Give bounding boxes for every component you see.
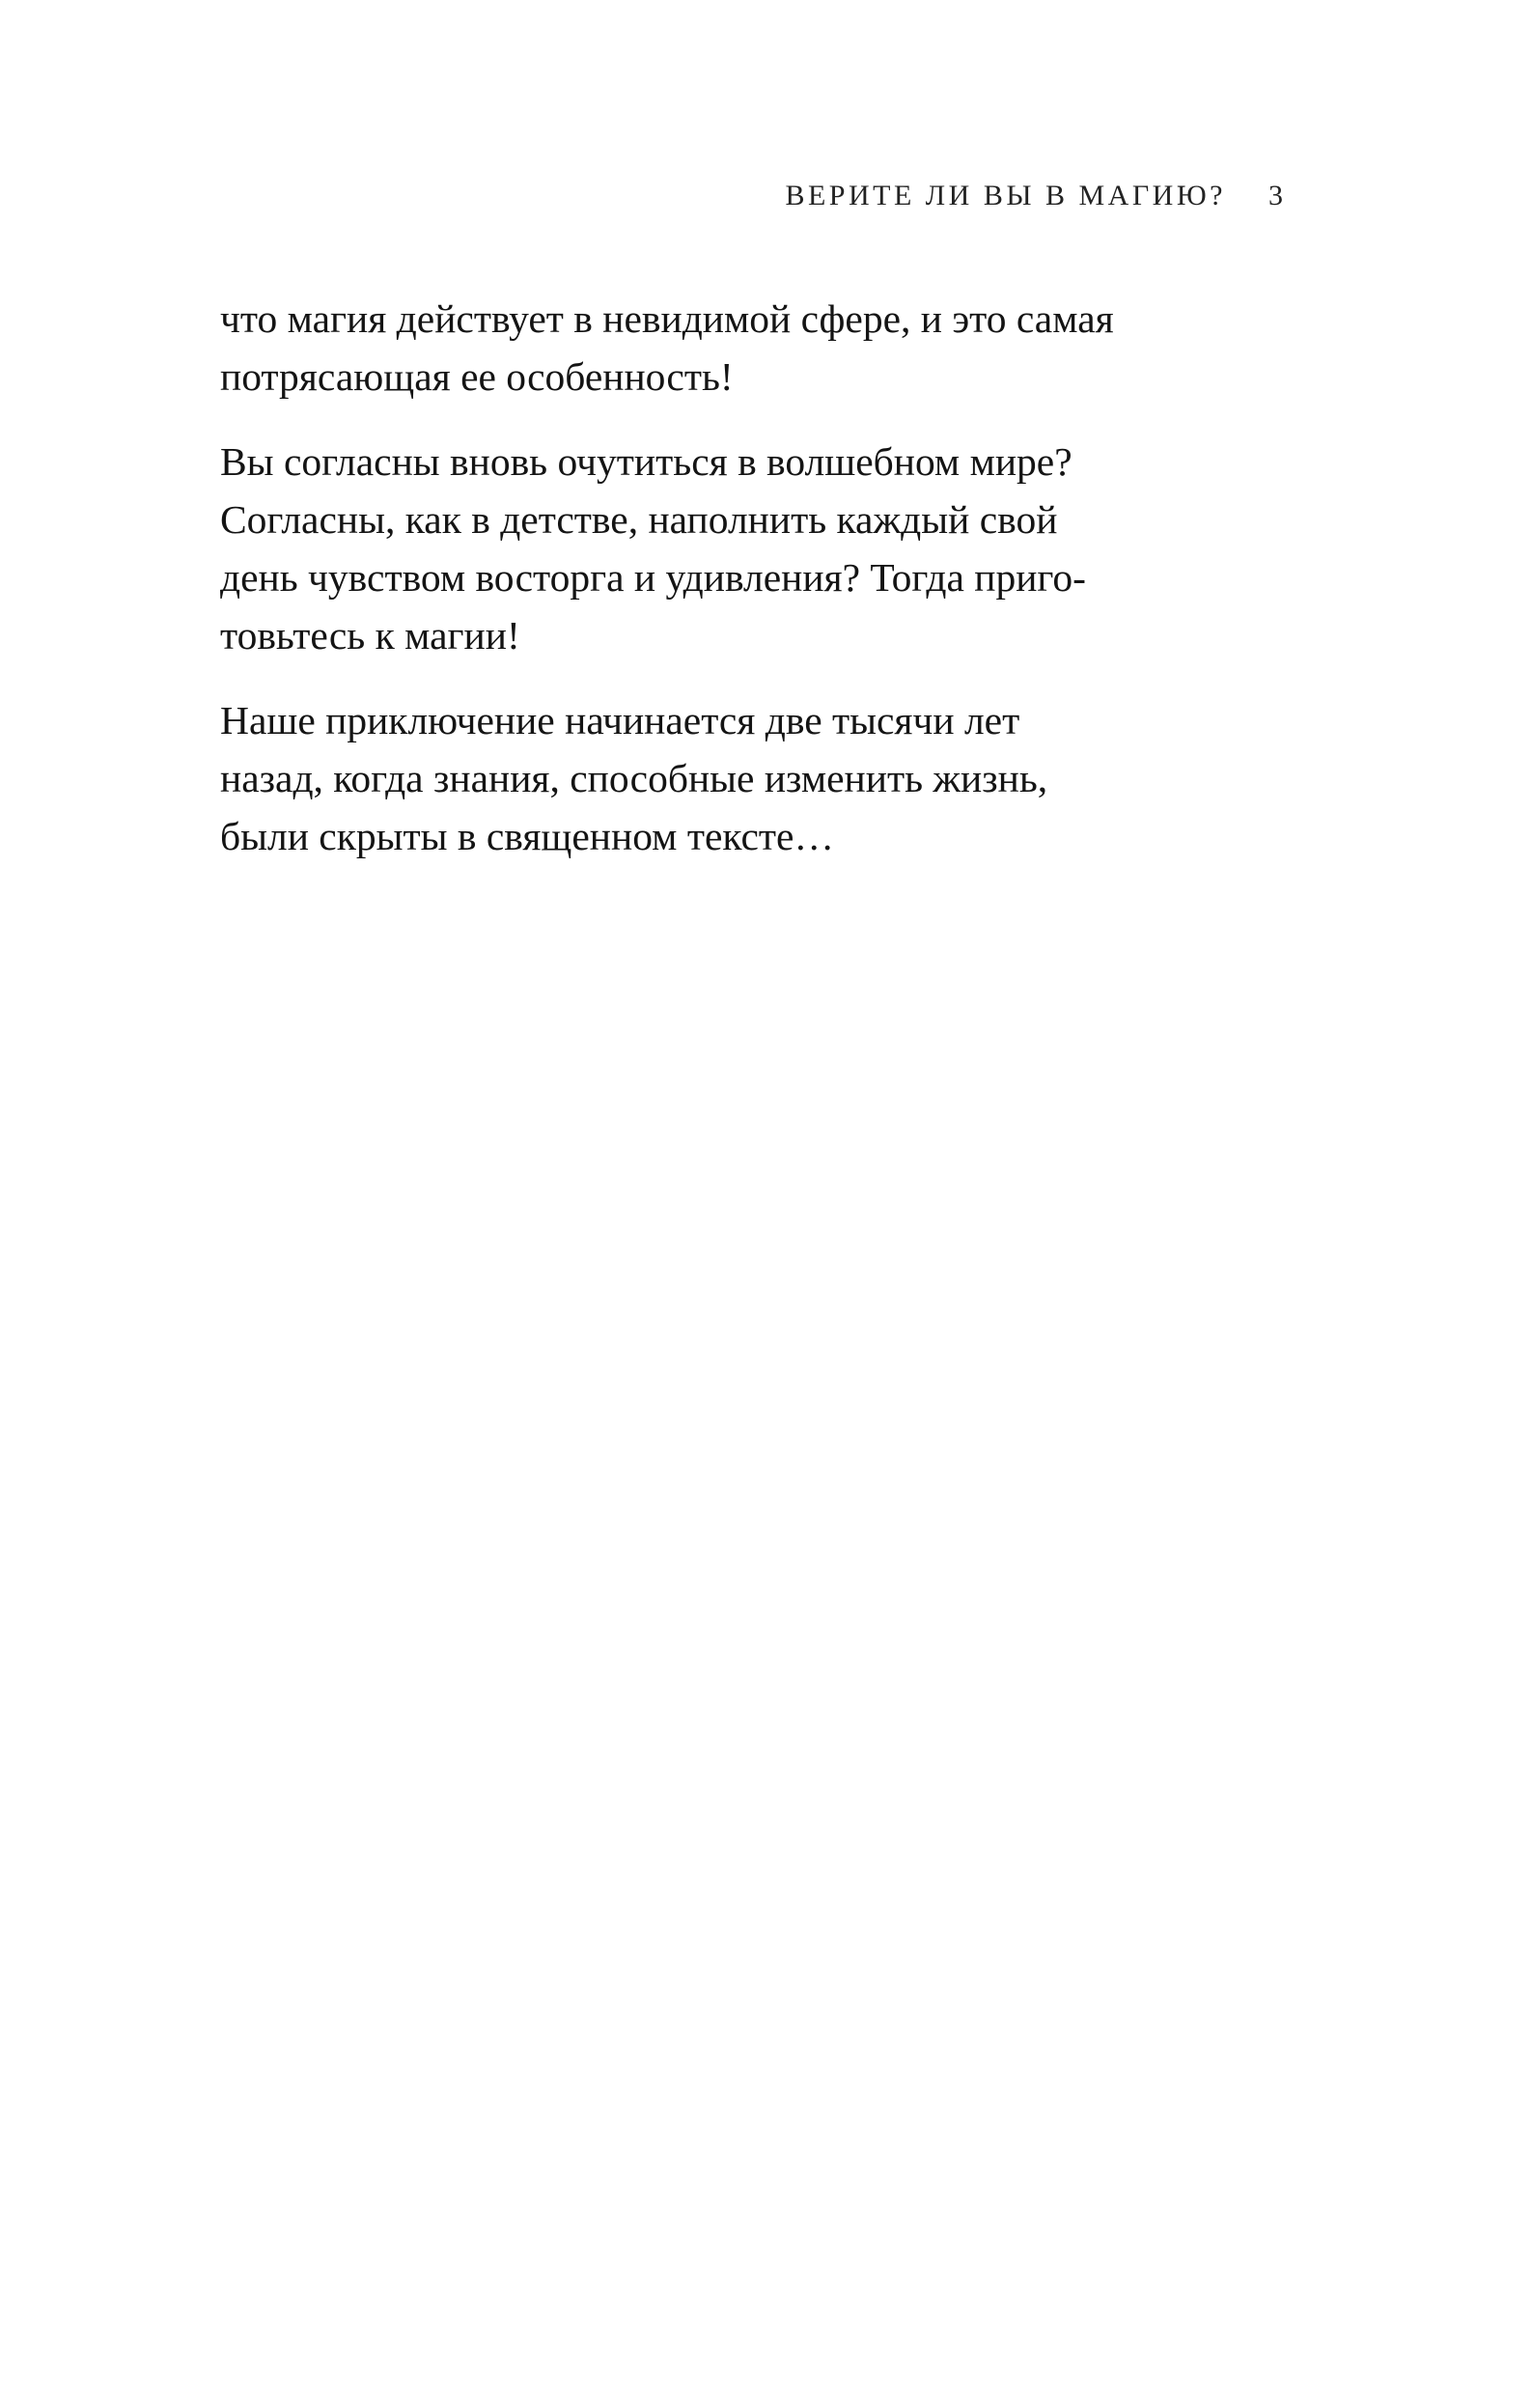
paragraph-2	[220, 433, 1301, 664]
text-line: что магия действует в невидимой сфере, и это самая	[220, 296, 1114, 341]
text-line: назад, когда знания, способные изменить жизнь,	[220, 756, 1048, 800]
running-header	[785, 180, 1283, 212]
text-line: Согласны, как в детстве, наполнить каждый свой	[220, 497, 1058, 542]
text-line: были скрыты в священном тексте…	[220, 814, 834, 858]
text-line: Наше приключение начинается две тысячи лет	[220, 698, 1020, 742]
running-title: ВЕРИТЕ ЛИ ВЫ В МАГИЮ?	[785, 180, 1226, 211]
page-number: 3	[1268, 180, 1283, 211]
text-line: Вы согласны вновь очутиться в волшебном мире?	[220, 439, 1072, 484]
body-text	[220, 290, 1301, 892]
text-line: товьтесь к магии!	[220, 613, 520, 658]
paragraph-3	[220, 691, 1301, 865]
text-line: день чувством восторга и удивления? Тогда приго-	[220, 555, 1086, 600]
paragraph-1	[220, 290, 1301, 406]
text-line: потрясающая ее особенность!	[220, 354, 734, 399]
